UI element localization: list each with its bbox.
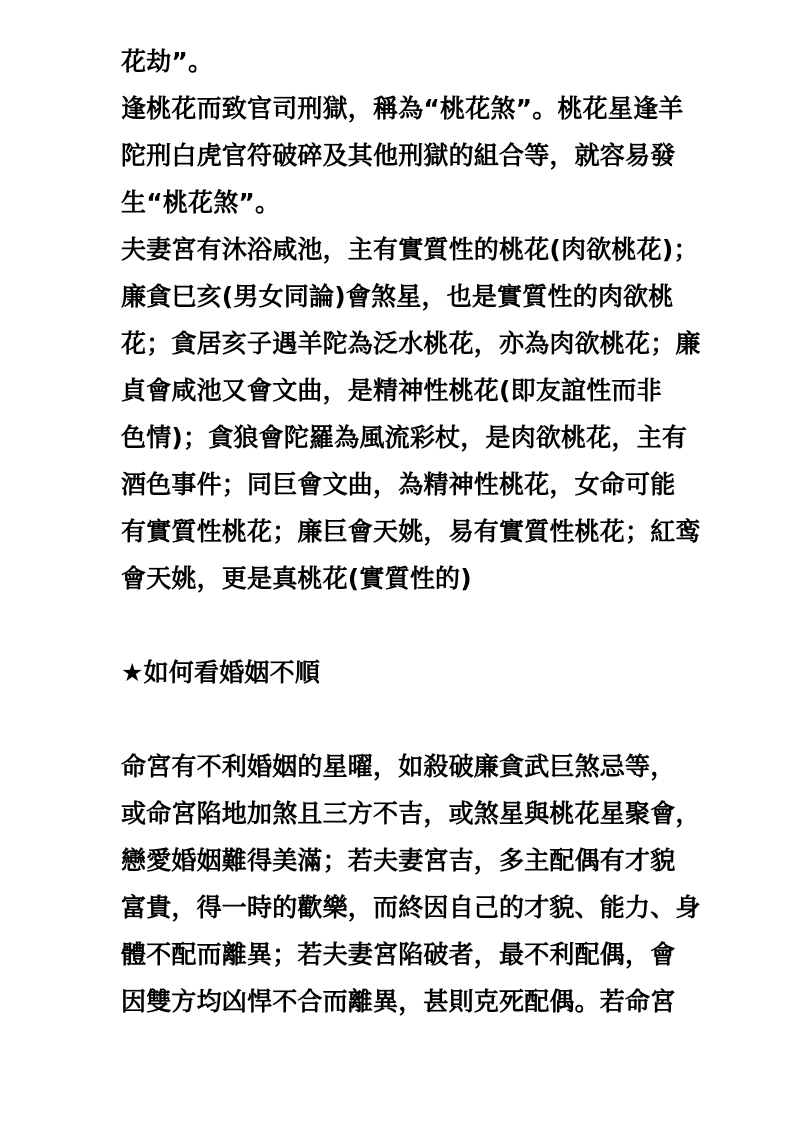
text-line: 酒色事件；同巨會文曲，為精神性桃花，女命可能 [121, 470, 676, 499]
text-line: 夫妻宮有沐浴咸池，主有實質性的桃花(肉欲桃花)； [121, 235, 699, 264]
section-heading: ★如何看婚姻不順 [121, 658, 321, 687]
text-line: 花；貪居亥子遇羊陀為泛水桃花，亦為肉欲桃花；廉 [121, 329, 701, 358]
blank-line [121, 696, 771, 743]
text-line: 廉貪巳亥(男女同論)會煞星，也是實質性的肉欲桃 [121, 282, 674, 311]
text-line: 或命宮陷地加煞且三方不吉，或煞星與桃花星聚會， [121, 799, 701, 828]
paragraph-spouse-palace [121, 226, 771, 602]
text-line: 命宮有不利婚姻的星曜，如殺破廉貪武巨煞忌等， [121, 752, 676, 781]
paragraph-peach-blossom-disaster [121, 38, 771, 226]
text-line: 貞會咸池又會文曲，是精神性桃花(即友誼性而非 [121, 376, 662, 405]
text-line: 有實質性桃花；廉巨會天姚，易有實質性桃花；紅鸾 [121, 517, 701, 546]
text-line: 陀刑白虎官符破碎及其他刑獄的組合等，就容易發 [121, 141, 676, 170]
text-line: 色情)；貪狼會陀羅為風流彩杖，是肉欲桃花，主有 [121, 423, 688, 452]
text-line: 生“桃花煞”。 [121, 188, 281, 217]
text-line: 逢桃花而致官司刑獄，稱為“桃花煞”。桃花星逢羊 [121, 94, 684, 123]
text-line: 體不配而離異；若夫妻宮陷破者，最不利配偶，會 [121, 940, 676, 969]
blank-line [121, 602, 771, 649]
text-line: 會天姚，更是真桃花(實質性的) [121, 564, 472, 593]
document-body [121, 38, 771, 1025]
paragraph-marriage-difficulty [121, 743, 771, 1025]
text-line: 因雙方均凶悍不合而離異，甚則克死配偶。若命宮 [121, 987, 676, 1016]
text-line: 花劫”。 [121, 47, 214, 76]
text-line: 戀愛婚姻難得美滿；若夫妻宮吉，多主配偶有才貌 [121, 846, 676, 875]
text-line: 富貴，得一時的歡樂，而終因自己的才貌、能力、身 [121, 893, 701, 922]
